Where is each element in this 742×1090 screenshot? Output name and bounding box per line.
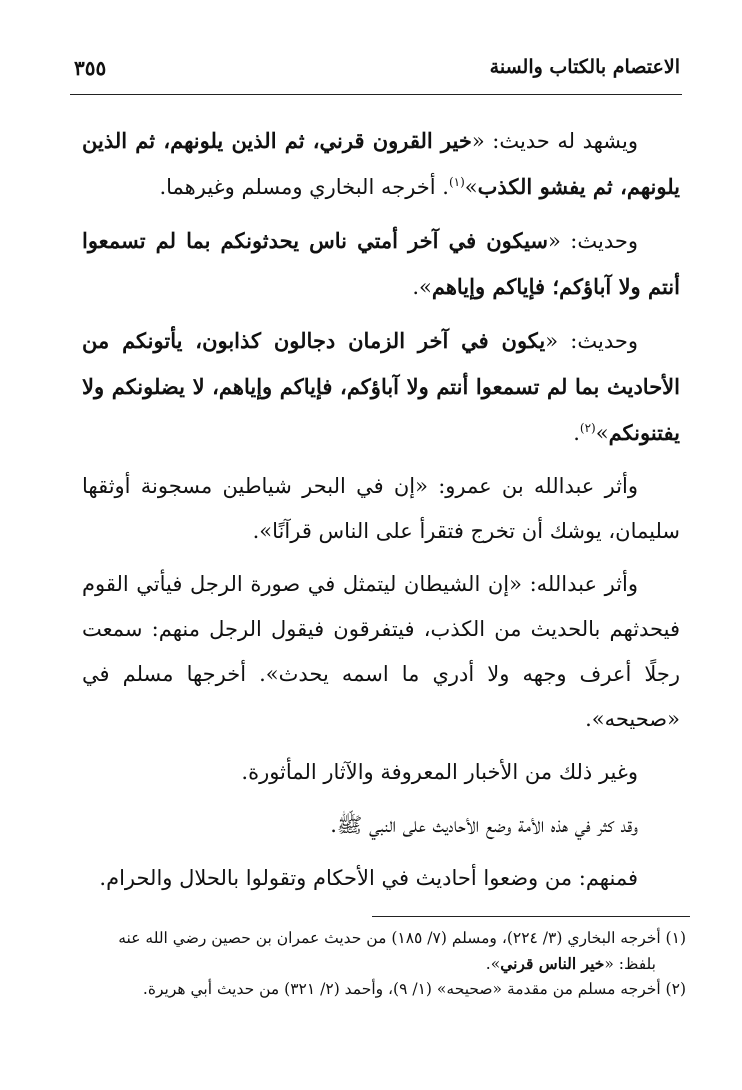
- main-text: [82, 118, 680, 901]
- footnote-1-line-1: (١) أخرجه البخاري (٣/ ٢٢٤)، ومسلم (٧/ ١٨٥) من حديث عمران بن حصين رضي الله عنه: [118, 929, 686, 947]
- quote-close-1: »: [464, 175, 478, 199]
- paragraph-2-intro: وحديث: «: [548, 229, 638, 253]
- footnote-1-line-2: [486, 955, 686, 973]
- paragraph-2: [82, 218, 680, 310]
- footnote-1: [68, 926, 686, 977]
- paragraph-1-tail: . أخرجه البخاري ومسلم وغيرهما.: [159, 175, 449, 199]
- footnote-1-quote: خير الناس قرني: [500, 954, 605, 973]
- footnote-ref-2: (٢): [579, 421, 596, 435]
- page-header: [74, 56, 680, 84]
- page-number: ٣٥٥: [74, 56, 107, 80]
- paragraph-8: فمنهم: من وضعوا أحاديث في الأحكام وتقولوا بالحلال والحرام.: [99, 866, 638, 890]
- paragraph-3: [82, 318, 680, 456]
- paragraph-4: وأثر عبدالله بن عمرو: «إن في البحر شياطين مسجونة أوثقها سليمان، يوشك أن تخرج فتقرأ على الناس قرآنًا».: [82, 474, 680, 543]
- footnote-1-prefix: بلفظ: «: [604, 955, 656, 973]
- hadith-quote-1: خير القرون قرني، ثم الذين يلونهم، ثم الذين يلونهم، ثم يفشو الكذب: [82, 128, 680, 199]
- hadith-quote-3: يكون في آخر الزمان دجالون كذابون، يأتونكم من الأحاديث بما لم تسمعوا أنتم ولا آباؤكم، فإياكم وإياهم، لا يضلونكم ولا يفتنونكم: [82, 328, 680, 445]
- paragraph-1: [82, 118, 680, 210]
- paragraph-3-tail: .: [573, 421, 580, 445]
- quote-close-2: ».: [412, 275, 432, 299]
- footnote-1-suffix: ».: [485, 955, 501, 973]
- footnote-2: (٢) أخرجه مسلم من مقدمة «صحيحه» (١/ ٩)، وأحمد (٢/ ٣٢١) من حديث أبي هريرة.: [142, 980, 686, 998]
- quote-close-3: »: [595, 421, 609, 445]
- hadith-quote-2: سيكون في آخر أمتي ناس يحدثونكم بما لم تسمعوا أنتم ولا آباؤكم؛ فإياكم وإياهم: [82, 228, 680, 299]
- header-rule: [70, 94, 682, 95]
- paragraph-3-intro: وحديث: «: [545, 329, 638, 353]
- footnote-rule: [372, 916, 690, 917]
- footnote-ref-1: (١): [448, 175, 465, 189]
- paragraph-6: وغير ذلك من الأخبار المعروفة والآثار المأثورة.: [241, 760, 638, 784]
- footnotes: [68, 926, 686, 1002]
- paragraph-7: وقد كثر في هذه الأمة وضع الأحاديث على النبي ﷺ.: [330, 813, 638, 837]
- paragraph-5: وأثر عبدالله: «إن الشيطان ليتمثل في صورة الرجل فيأتي القوم فيحدثهم بالحديث من الكذب، فيتفرقون فيقول الرجل منهم: سمعت رجلًا أعرف وجهه ولا أدري ما اسمه يحدث». أخرجها مسلم في «صحيحه».: [82, 572, 680, 731]
- paragraph-1-intro: ويشهد له حديث: «: [471, 129, 639, 153]
- running-title: الاعتصام بالكتاب والسنة: [489, 56, 680, 78]
